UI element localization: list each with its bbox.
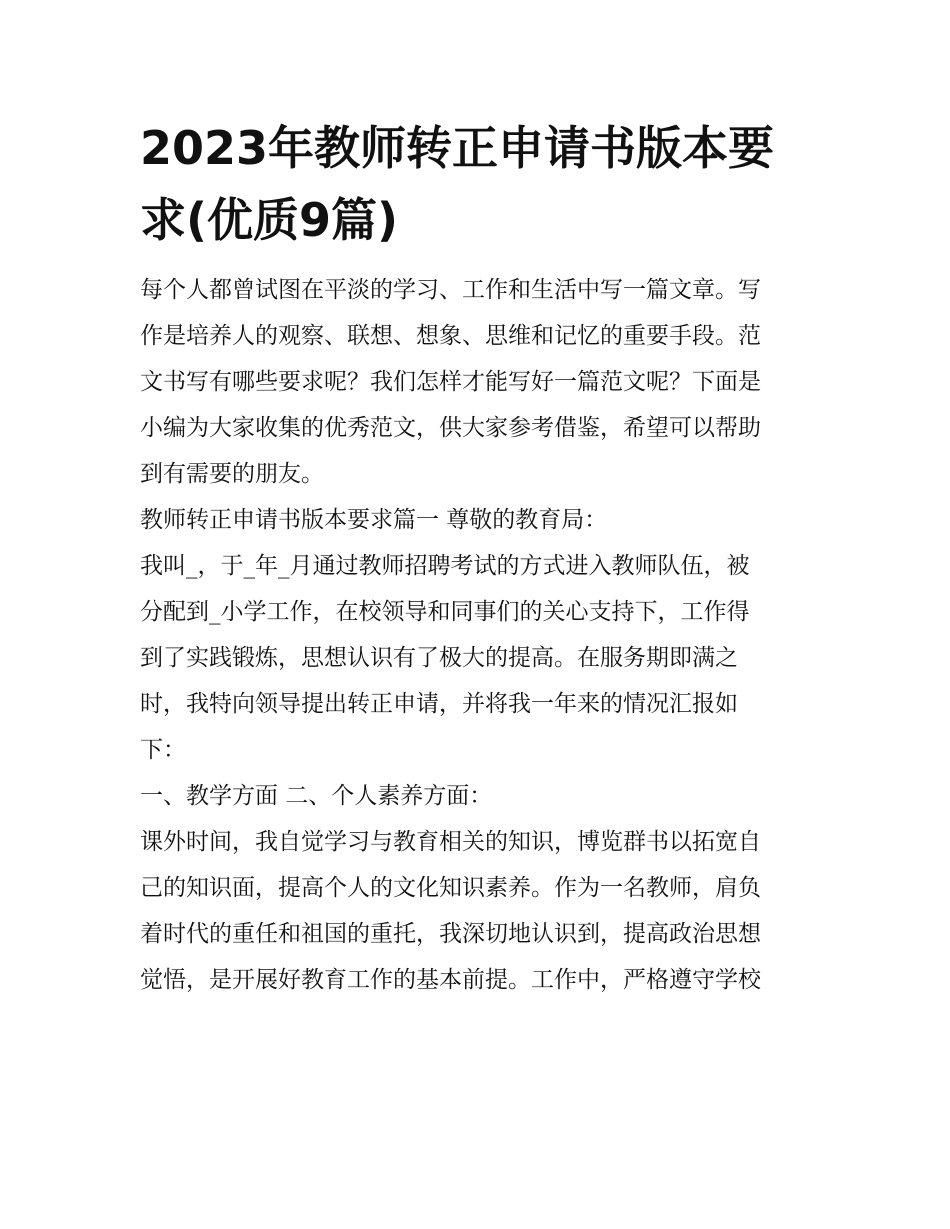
- self-introduction-paragraph: [140, 546, 812, 770]
- paragraph-line: 一、教学方面 二、个人素养方面：: [140, 783, 493, 809]
- intro-paragraph: [140, 270, 812, 494]
- paragraph-line: 每个人都曾试图在平淡的学习、工作和生活中写一篇文章。写: [140, 277, 761, 303]
- title-line-2: 求(优质9篇): [140, 193, 399, 247]
- personal-quality-paragraph: [140, 822, 812, 1000]
- paragraph-line: 着时代的重任和祖国的重托，我深切地认识到，提高政治思想: [140, 921, 761, 947]
- section-heading-paragraph: [140, 500, 812, 540]
- paragraph-line: 到有需要的朋友。: [140, 461, 324, 487]
- document-title: [140, 112, 812, 256]
- paragraph-line: 己的知识面，提高个人的文化知识素养。作为一名教师，肩负: [140, 875, 761, 901]
- paragraph-line: 分配到_小学工作，在校领导和同事们的关心支持下，工作得: [140, 599, 750, 625]
- paragraph-line: 作是培养人的观察、联想、想象、思维和记忆的重要手段。范: [140, 323, 761, 349]
- document-page: [140, 112, 812, 1006]
- paragraph-line: 觉悟，是开展好教育工作的基本前提。工作中，严格遵守学校: [140, 967, 761, 993]
- paragraph-line: 下：: [140, 737, 186, 763]
- paragraph-line: 时，我特向领导提出转正申请，并将我一年来的情况汇报如: [140, 691, 738, 717]
- paragraph-line: 小编为大家收集的优秀范文，供大家参考借鉴，希望可以帮助: [140, 415, 761, 441]
- paragraph-line: 到了实践锻炼，思想认识有了极大的提高。在服务期即满之: [140, 645, 738, 671]
- paragraph-line: 我叫_，于_年_月通过教师招聘考试的方式进入教师队伍，被: [140, 553, 750, 579]
- title-line-1: 2023年教师转正申请书版本要: [140, 121, 775, 175]
- subsection-heading-paragraph: [140, 776, 812, 816]
- paragraph-line: 教师转正申请书版本要求篇一 尊敬的教育局：: [140, 507, 608, 533]
- paragraph-line: 文书写有哪些要求呢？我们怎样才能写好一篇范文呢？下面是: [140, 369, 761, 395]
- paragraph-line: 课外时间，我自觉学习与教育相关的知识，博览群书以拓宽自: [140, 829, 761, 855]
